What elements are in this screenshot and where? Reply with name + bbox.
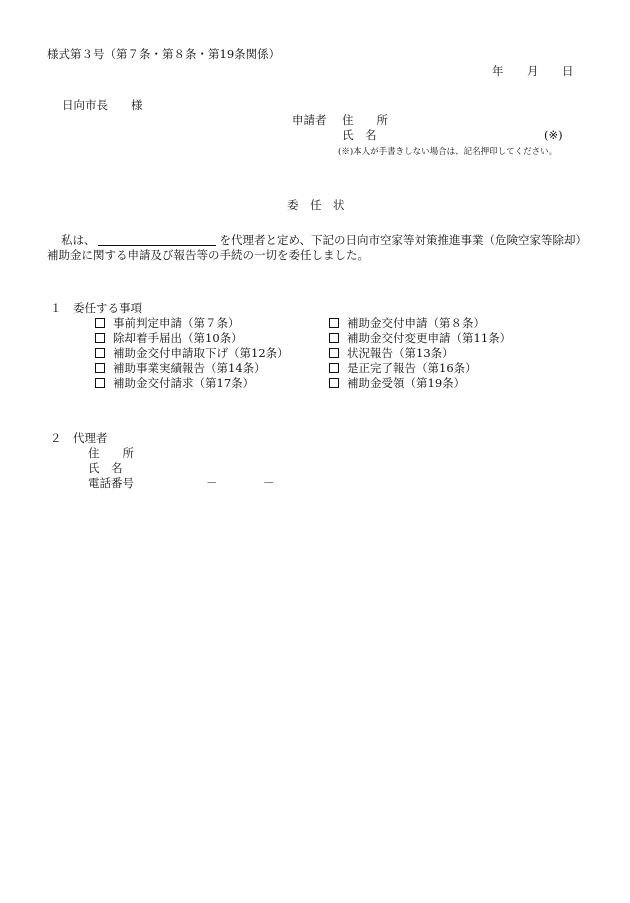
seal-mark: (※): [544, 128, 563, 142]
date-year: 年: [492, 64, 504, 78]
applicant-address-label: 住 所: [342, 113, 388, 127]
checkbox-label: 補助金交付請求（第17条）: [113, 376, 255, 390]
checkbox-label: 補助金交付変更申請（第11条）: [347, 331, 512, 345]
document-title: 委 任 状: [287, 198, 345, 212]
addressee: 日向市長 様: [62, 98, 143, 112]
section2-heading: ２ 代理者: [50, 431, 108, 445]
checkbox-item[interactable]: [329, 376, 465, 390]
checkbox[interactable]: [95, 378, 105, 388]
checkbox[interactable]: [329, 318, 339, 328]
body-prefix: 私は、: [61, 233, 96, 247]
agent-name-label: 氏 名: [88, 461, 123, 475]
agent-name-blank: [98, 233, 216, 246]
checkbox[interactable]: [329, 378, 339, 388]
body-line-2: 補助金に関する申請及び報告等の手続の一切を委任しました。: [47, 248, 369, 262]
agent-address-label: 住 所: [88, 446, 134, 460]
checkbox[interactable]: [95, 318, 105, 328]
checkbox-item[interactable]: [95, 361, 266, 375]
checkbox-item[interactable]: [95, 346, 289, 360]
checkbox-item[interactable]: [329, 316, 485, 330]
checkbox-label: 状況報告（第13条）: [347, 346, 454, 360]
checkbox-label: 除却着手届出（第10条）: [113, 331, 243, 345]
applicant-note: (※)本人が手書きしない場合は、記名押印してください。: [338, 147, 558, 157]
checkbox[interactable]: [329, 348, 339, 358]
phone-separator: －: [263, 476, 275, 490]
checkbox[interactable]: [95, 363, 105, 373]
checkbox[interactable]: [329, 333, 339, 343]
agent-phone-label: 電話番号: [88, 476, 134, 490]
checkbox[interactable]: [95, 333, 105, 343]
checkbox-label: 補助事業実績報告（第14条）: [113, 361, 266, 375]
checkbox-label: 是正完了報告（第16条）: [347, 361, 477, 375]
checkbox-item[interactable]: [329, 346, 454, 360]
checkbox-label: 補助金交付申請（第８条）: [347, 316, 485, 330]
applicant-name-label: 氏 名: [342, 128, 377, 142]
body-line-1: [61, 233, 587, 247]
checkbox-label: 補助金交付申請取下げ（第12条）: [113, 346, 289, 360]
checkbox-item[interactable]: [95, 376, 254, 390]
checkbox-label: 事前判定申請（第７条）: [113, 316, 240, 330]
checkbox-item[interactable]: [329, 361, 477, 375]
checkbox-label: 補助金受領（第19条）: [347, 376, 466, 390]
date-day: 日: [562, 64, 574, 78]
form-number: 様式第３号（第７条・第８条・第19条関係）: [47, 47, 281, 61]
checkbox[interactable]: [95, 348, 105, 358]
body-line1-rest: を代理者と定め、下記の日向市空家等対策推進事業（危険空家等除却）: [219, 233, 588, 247]
checkbox-item[interactable]: [95, 316, 240, 330]
phone-separator: －: [206, 476, 218, 490]
applicant-label: 申請者: [292, 113, 327, 127]
checkbox[interactable]: [329, 363, 339, 373]
section1-heading: １ 委任する事項: [50, 301, 142, 315]
checkbox-item[interactable]: [95, 331, 243, 345]
checkbox-item[interactable]: [329, 331, 511, 345]
date-month: 月: [527, 64, 539, 78]
